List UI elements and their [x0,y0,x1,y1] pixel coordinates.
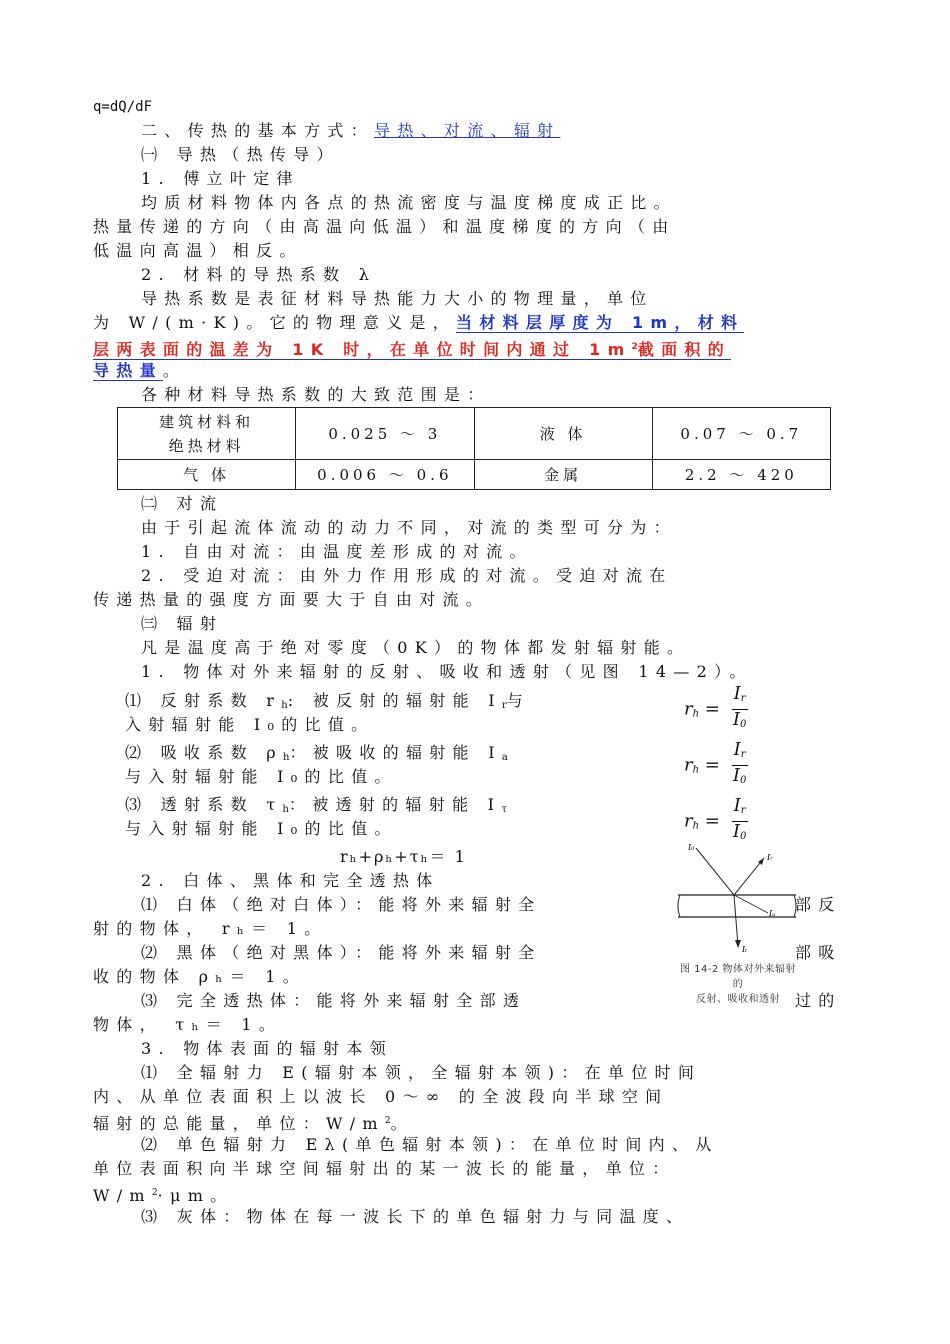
label-ia: Iₐ [769,909,776,918]
table-cell: 液 体 [474,408,652,460]
subsection-conduction: ㈠ 导热（热传导） [141,145,340,164]
paragraph-line: ⑶ 灰体：物体在每一波长下的单色辐射力与同温度、 [141,1207,690,1226]
paragraph-line: 热量传递的方向（由高温向低温）和温度梯度的方向（由 [93,217,676,236]
heat-transfer-modes-link: 导热、对流、辐射 [374,121,561,140]
absorbed-ray [734,895,768,913]
paragraph-line: $W/m^2\cdot\mu m$。 [93,1186,234,1205]
conductivity-heading: 2. 材料的导热系数 λ [141,265,377,284]
paragraph-line: 物体， τₕ＝ 1。 [93,1015,283,1034]
heading-text: 二、传热的基本方式： [141,121,375,140]
paragraph-line: 1. 物体对外来辐射的反射、吸收和透射（见图 14—2）。 [141,662,753,681]
paragraph-line: 由于引起流体流动的动力不同，对流的类型可分为： [141,518,677,537]
highlight-definition: 当材料层厚度为 1m，材料 [456,313,745,332]
table-cell: 2.2 ～ 420 [652,460,830,490]
paragraph-line: 2. 白体、黑体和完全透热体 [141,871,440,890]
highlight-definition: 层两表面的温差为 1K 时，在单位时间内通过 $1m^2$截面积的 [93,340,732,359]
paragraph-line: 与入射辐射能 I₀的比值。 [125,767,398,786]
transmission-coef-line: ⑶ 透射系数 $\tau_h$：被透射的辐射能 $I_\tau$ [125,795,507,815]
paragraph-line: ⑶ 完全透热体：能将外来辐射全部透 [141,991,527,1010]
paragraph-line: ⑵ 单色辐射力 Eλ(单色辐射本领)：在单位时间内、从 [141,1135,719,1154]
line-text: 为 W/(m·K)。它的物理意义是， [93,313,457,332]
paragraph-line: 低温向高温）相反。 [93,241,303,260]
paragraph-line [93,312,843,334]
label-i0: I₀ [688,843,695,852]
table-row [118,408,831,460]
highlight-definition: 导热量 [93,361,163,380]
table-cell: 气 体 [118,460,296,490]
paragraph-line: ⑴ 白体（绝对白体）：能将外来辐射全 [141,895,542,914]
caption-line: 图 14-2 物体对外来辐射的 [679,964,797,990]
incident-ray [696,848,734,895]
subsection-convection: ㈡ 对流 [141,494,224,513]
radiation-diagram [672,840,802,962]
paragraph-line: 均质材料物体内各点的热流密度与温度梯度成正比。 [141,193,677,212]
paragraph-line: 射的物体， rₕ＝ 1。 [93,919,328,938]
fourier-law-heading: 1. 傅立叶定律 [141,169,300,188]
paragraph-line: 传递热量的强度方面要大于自由对流。 [93,590,490,609]
paragraph-line: 导热量。 [93,361,187,380]
transmitted-arrow [735,940,741,948]
paragraph-line: 收的物体 ρₕ＝ 1。 [93,967,306,986]
paragraph-line: 过的 [795,991,842,1010]
table-row [118,460,831,490]
formula-absorption: $r_h$ = $\frac{I_r}{I_0}$ [684,739,747,786]
table-cell: 金属 [474,460,652,490]
formula-transmission: $r_h$ = $\frac{I_r}{I_0}$ [684,795,747,842]
paragraph-line: 内、从单位表面积上以波长 0～∞ 的全波段向半球空间 [93,1087,669,1106]
paragraph-line: ⑵ 黑体（绝对黑体）：能将外来辐射全 [141,943,542,962]
paragraph-line: ⑴ 全辐射力 E(辐射本领，全辐射本领)：在单位时间 [141,1063,702,1082]
paragraph-line: 3. 物体表面的辐射本领 [141,1039,393,1058]
coef-sum-equation: rₕ+ρₕ+τₕ＝ 1 [340,847,467,866]
table-cell: 0.025 ～ 3 [296,408,474,460]
paragraph-line: 部反 [795,895,842,914]
paragraph-line: 1. 自由对流：由温度差形成的对流。 [141,542,533,561]
slab-break-marks [678,895,796,917]
paragraph-line: 入射辐射能 I₀的比值。 [125,715,375,734]
paragraph-line: 部吸 [795,943,842,962]
absorption-coef-line: ⑵ 吸收系数 $\rho_h$：被吸收的辐射能 $I_a$ [125,743,508,763]
paragraph-line: 与入射辐射能 I₀的比值。 [125,819,398,838]
reflected-ray [734,858,764,895]
table-cell: 建筑材料和 绝热材料 [118,408,296,460]
subsection-radiation: ㈢ 辐射 [141,614,224,633]
table-cell: 0.006 ～ 0.6 [296,460,474,490]
paragraph-line: 凡是温度高于绝对零度（0K）的物体都发射辐射能。 [141,638,691,657]
conductivity-table [117,407,831,490]
transmitted-ray [734,895,738,946]
reflection-coef-line: ⑴ 反射系数 $r_h$: 被反射的辐射能 $I_r$与 [125,691,530,711]
paragraph-line: 2. 受迫对流：由外力作用形成的对流。受迫对流在 [141,566,673,585]
label-ir: Iᵣ [767,853,773,862]
paragraph-line: 辐射的总能量，单位：$W/m^2$。 [93,1114,414,1133]
label-it: Iₜ [742,945,748,954]
figure-caption [678,962,798,1007]
formula-reflection: $r_h$ = $\frac{I_r}{I_0}$ [684,683,747,730]
table-cell: 0.07 ～ 0.7 [652,408,830,460]
table-intro: 各种材料导热系数的大致范围是： [141,385,491,404]
paragraph-line: 导热系数是表征材料导热能力大小的物理量，单位 [141,289,654,308]
caption-line: 反射、吸收和透射 [696,994,780,1005]
paragraph-line [93,336,843,361]
heat-flux-formula: q=dQ/dF [93,99,153,115]
section-heading [141,120,843,142]
paragraph-line: 单位表面积向半球空间辐射出的某一波长的能量，单位： [93,1159,676,1178]
